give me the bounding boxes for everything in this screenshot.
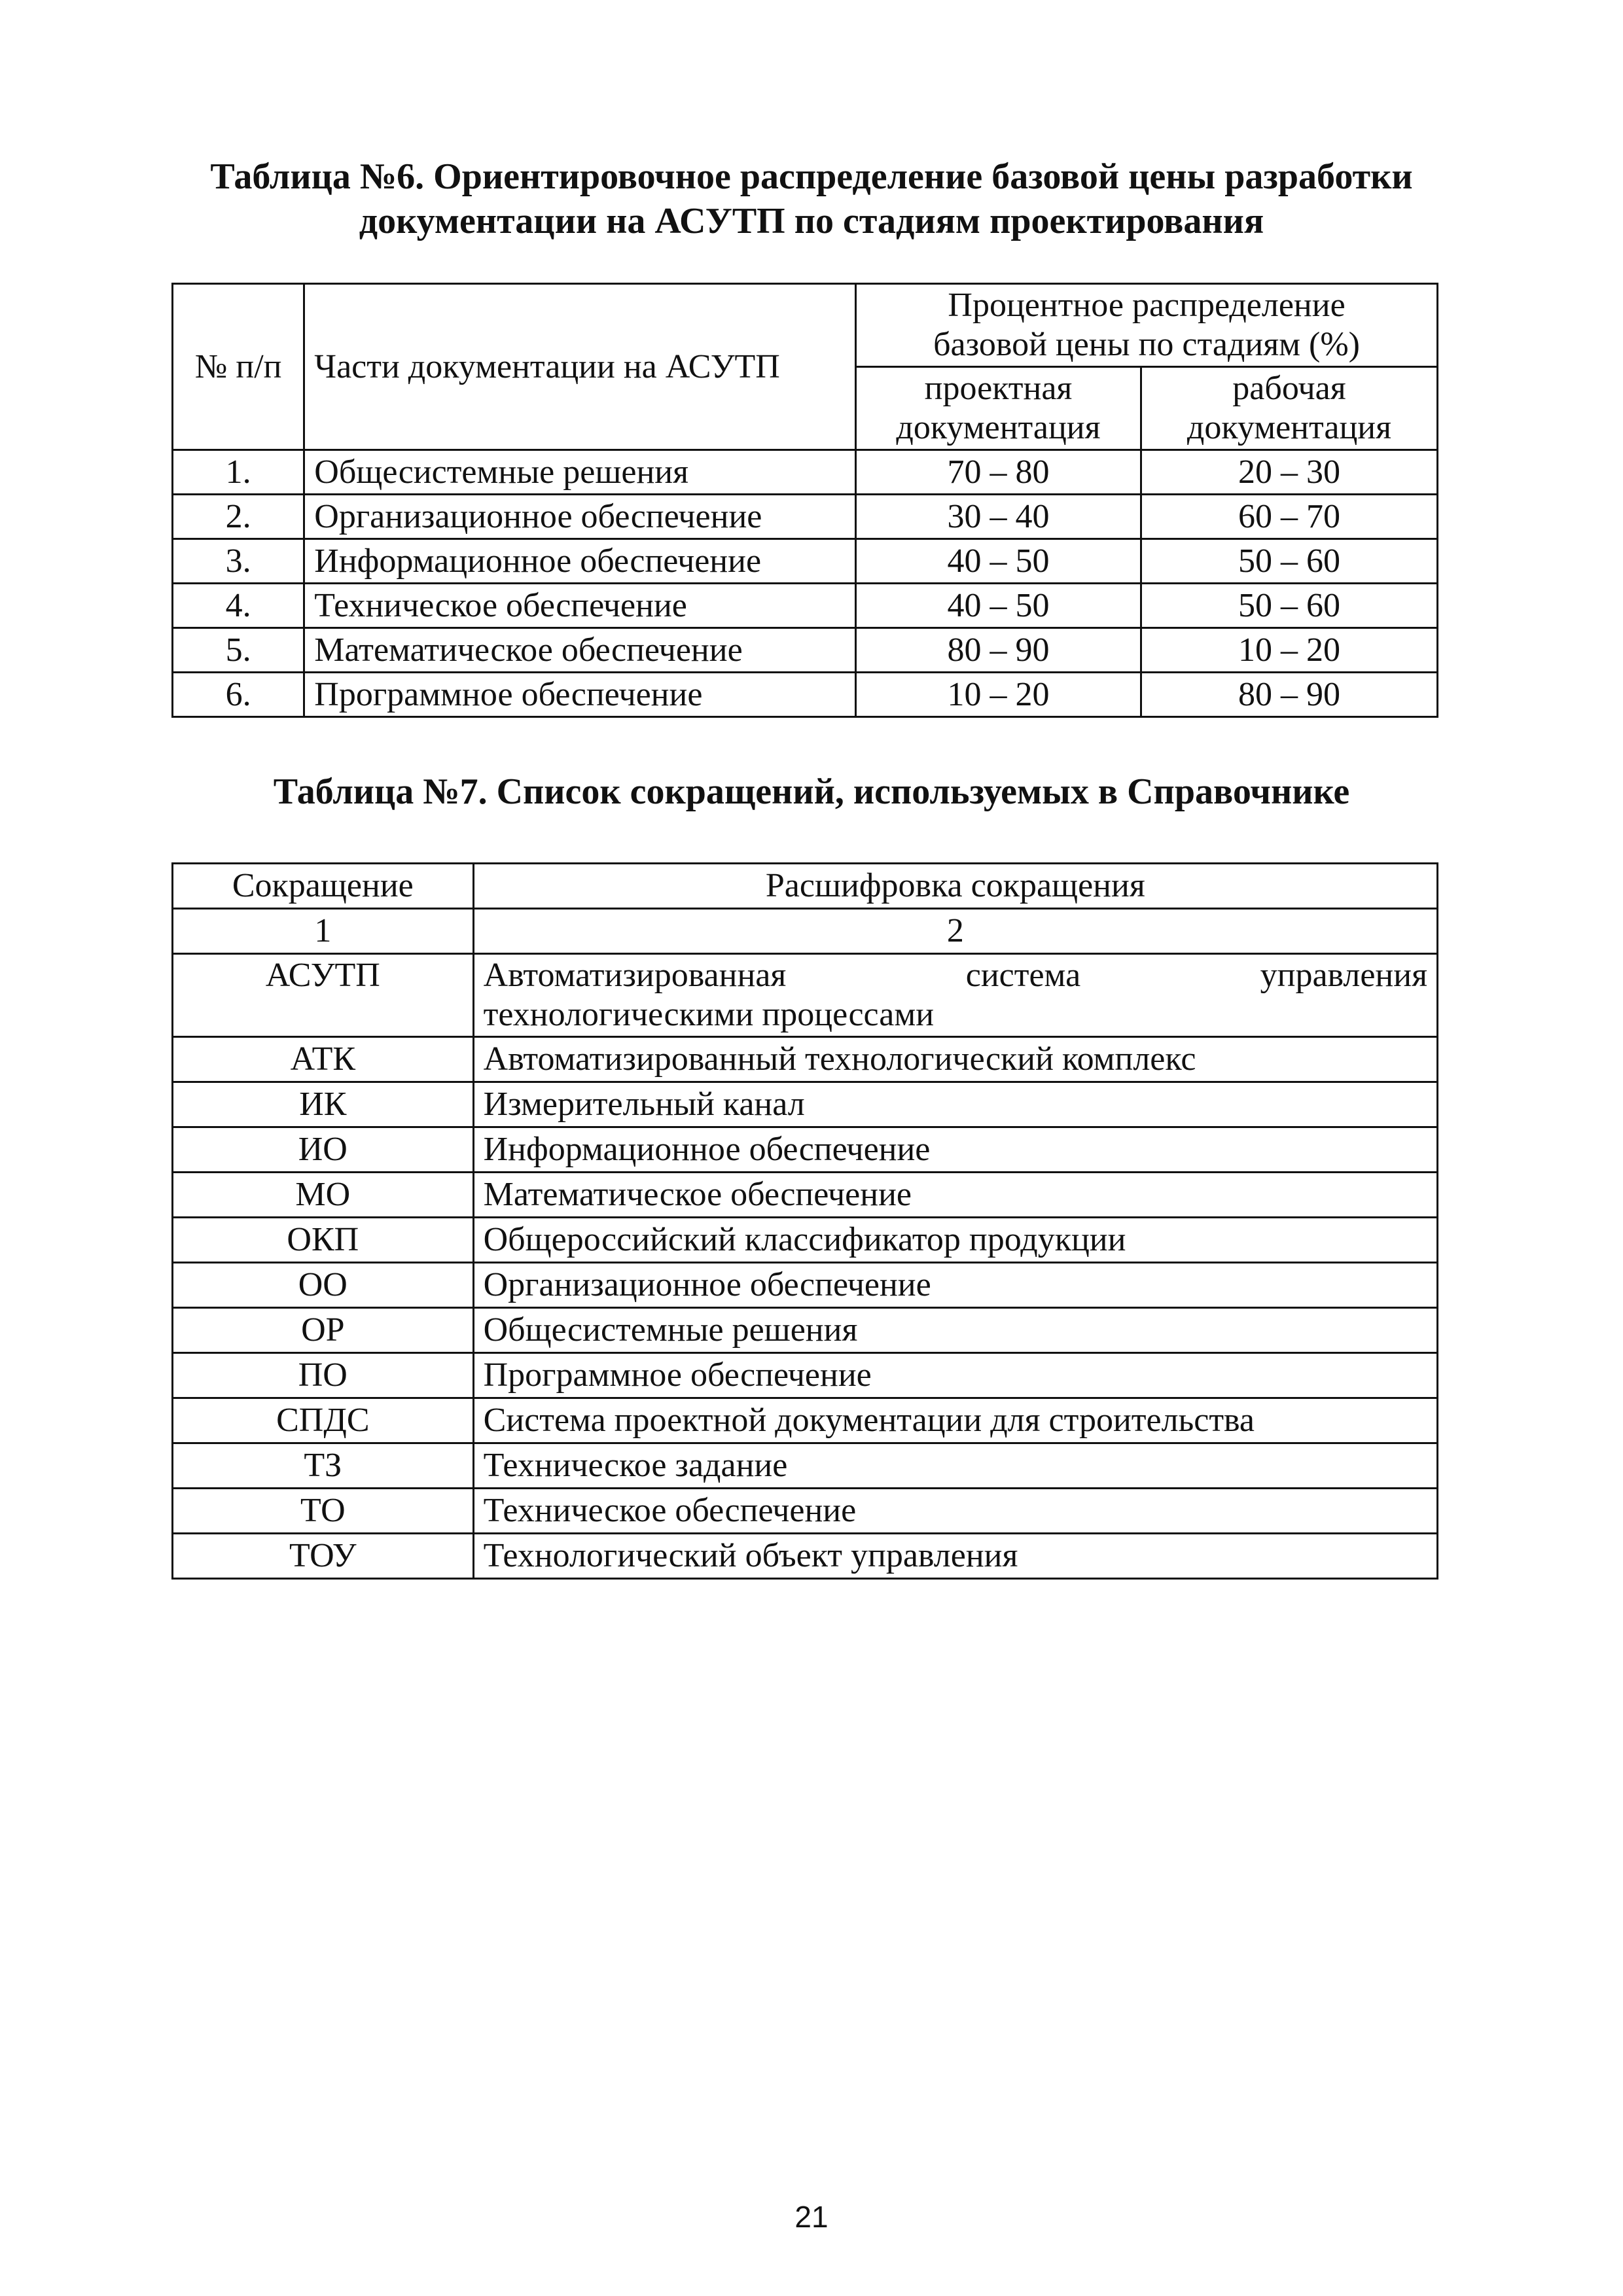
table-row: [173, 954, 1438, 1037]
table7-column-numbers-row: [173, 909, 1438, 954]
table-row: [173, 539, 1438, 584]
row-abbr: МО: [173, 1173, 474, 1218]
row-project: 10 – 20: [856, 673, 1141, 717]
table-row: [173, 628, 1438, 673]
row-abbr: ТО: [173, 1489, 474, 1534]
table-row: [173, 1398, 1438, 1443]
table6-title: [131, 154, 1492, 243]
row-abbr: ОР: [173, 1308, 474, 1353]
row-abbr: ИК: [173, 1082, 474, 1127]
row-abbr: СПДС: [173, 1398, 474, 1443]
row-desc: Измерительный канал: [473, 1082, 1437, 1127]
row-desc: Информационное обеспечение: [473, 1127, 1437, 1173]
table-row: [173, 1263, 1438, 1308]
row-project: 70 – 80: [856, 450, 1141, 495]
table-row: [173, 1443, 1438, 1489]
row-abbr: ТОУ: [173, 1534, 474, 1579]
row-part: Информационное обеспечение: [304, 539, 856, 584]
row-desc: Математическое обеспечение: [473, 1173, 1437, 1218]
table7-header-abbr: Сокращение: [173, 864, 474, 909]
row-work: 50 – 60: [1141, 584, 1437, 628]
table-row: [173, 1308, 1438, 1353]
row-part: Программное обеспечение: [304, 673, 856, 717]
table7-col-number-2: 2: [473, 909, 1437, 954]
row-part: Техническое обеспечение: [304, 584, 856, 628]
row-abbr: ПО: [173, 1353, 474, 1398]
table6-title-line2: документации на АСУТП по стадиям проектирования: [359, 201, 1264, 241]
table7-header-desc: Расшифровка сокращения: [473, 864, 1437, 909]
row-desc-word1: Автоматизированная: [483, 957, 787, 994]
row-desc: Автоматизированный технологический комплекс: [473, 1037, 1437, 1082]
table6-header-percent-line1: Процентное распределение: [948, 287, 1346, 324]
row-project: 80 – 90: [856, 628, 1141, 673]
row-work: 50 – 60: [1141, 539, 1437, 584]
table-row: [173, 1353, 1438, 1398]
table-row: [173, 1037, 1438, 1082]
table6-price-distribution: [171, 283, 1438, 718]
row-desc: Общесистемные решения: [473, 1308, 1437, 1353]
row-project: 40 – 50: [856, 539, 1141, 584]
row-desc: Технологический объект управления: [473, 1534, 1437, 1579]
row-desc-line2: технологическими процессами: [483, 996, 935, 1033]
row-desc-word2: система: [965, 957, 1081, 994]
row-abbr: ТЗ: [173, 1443, 474, 1489]
table7-abbreviations: [171, 862, 1438, 1580]
table-row: [173, 673, 1438, 717]
row-project: 30 – 40: [856, 495, 1141, 539]
table7-header-row: [173, 864, 1438, 909]
page-number: 21: [794, 2200, 829, 2234]
row-work: 20 – 30: [1141, 450, 1437, 495]
row-abbr: ИО: [173, 1127, 474, 1173]
row-part: Организационное обеспечение: [304, 495, 856, 539]
table6-body: [173, 450, 1438, 717]
table6-header-project-doc: проектная документация: [856, 367, 1141, 450]
table-row: [173, 1489, 1438, 1534]
row-work: 60 – 70: [1141, 495, 1437, 539]
row-work: 10 – 20: [1141, 628, 1437, 673]
row-abbr: АСУТП: [173, 954, 474, 1037]
row-abbr: АТК: [173, 1037, 474, 1082]
table6-header-work-doc: рабочая документация: [1141, 367, 1437, 450]
table6-title-line1: Таблица №6. Ориентировочное распределение базовой цены разработки: [210, 156, 1413, 197]
table-row: [173, 1127, 1438, 1173]
row-desc: Организационное обеспечение: [473, 1263, 1437, 1308]
table-row: [173, 1534, 1438, 1579]
table-row: [173, 1173, 1438, 1218]
table6-header-num: № п/п: [173, 284, 304, 450]
row-num: 2.: [173, 495, 304, 539]
table-row: [173, 495, 1438, 539]
row-desc-line1: [484, 956, 1427, 995]
row-work: 80 – 90: [1141, 673, 1437, 717]
row-desc: Система проектной документации для строительства: [473, 1398, 1437, 1443]
row-desc: [473, 954, 1437, 1037]
row-desc: Общероссийский классификатор продукции: [473, 1218, 1437, 1263]
row-num: 3.: [173, 539, 304, 584]
table7-title: Таблица №7. Список сокращений, используемых в Справочнике: [273, 771, 1350, 812]
row-part: Общесистемные решения: [304, 450, 856, 495]
row-abbr: ОКП: [173, 1218, 474, 1263]
table6-header-part: Части документации на АСУТП: [304, 284, 856, 450]
row-desc: Техническое обеспечение: [473, 1489, 1437, 1534]
row-desc: Техническое задание: [473, 1443, 1437, 1489]
row-abbr: ОО: [173, 1263, 474, 1308]
table-row: [173, 1218, 1438, 1263]
row-num: 1.: [173, 450, 304, 495]
row-desc: Программное обеспечение: [473, 1353, 1437, 1398]
row-num: 6.: [173, 673, 304, 717]
table-row: [173, 1082, 1438, 1127]
table-row: [173, 450, 1438, 495]
table7-col-number-1: 1: [173, 909, 474, 954]
table6-header-percent: [856, 284, 1438, 367]
row-desc-word3: управления: [1260, 957, 1427, 994]
table6-header-percent-line2: базовой цены по стадиям (%): [933, 326, 1360, 363]
row-num: 4.: [173, 584, 304, 628]
row-part: Математическое обеспечение: [304, 628, 856, 673]
row-num: 5.: [173, 628, 304, 673]
table-row: [173, 584, 1438, 628]
row-project: 40 – 50: [856, 584, 1141, 628]
